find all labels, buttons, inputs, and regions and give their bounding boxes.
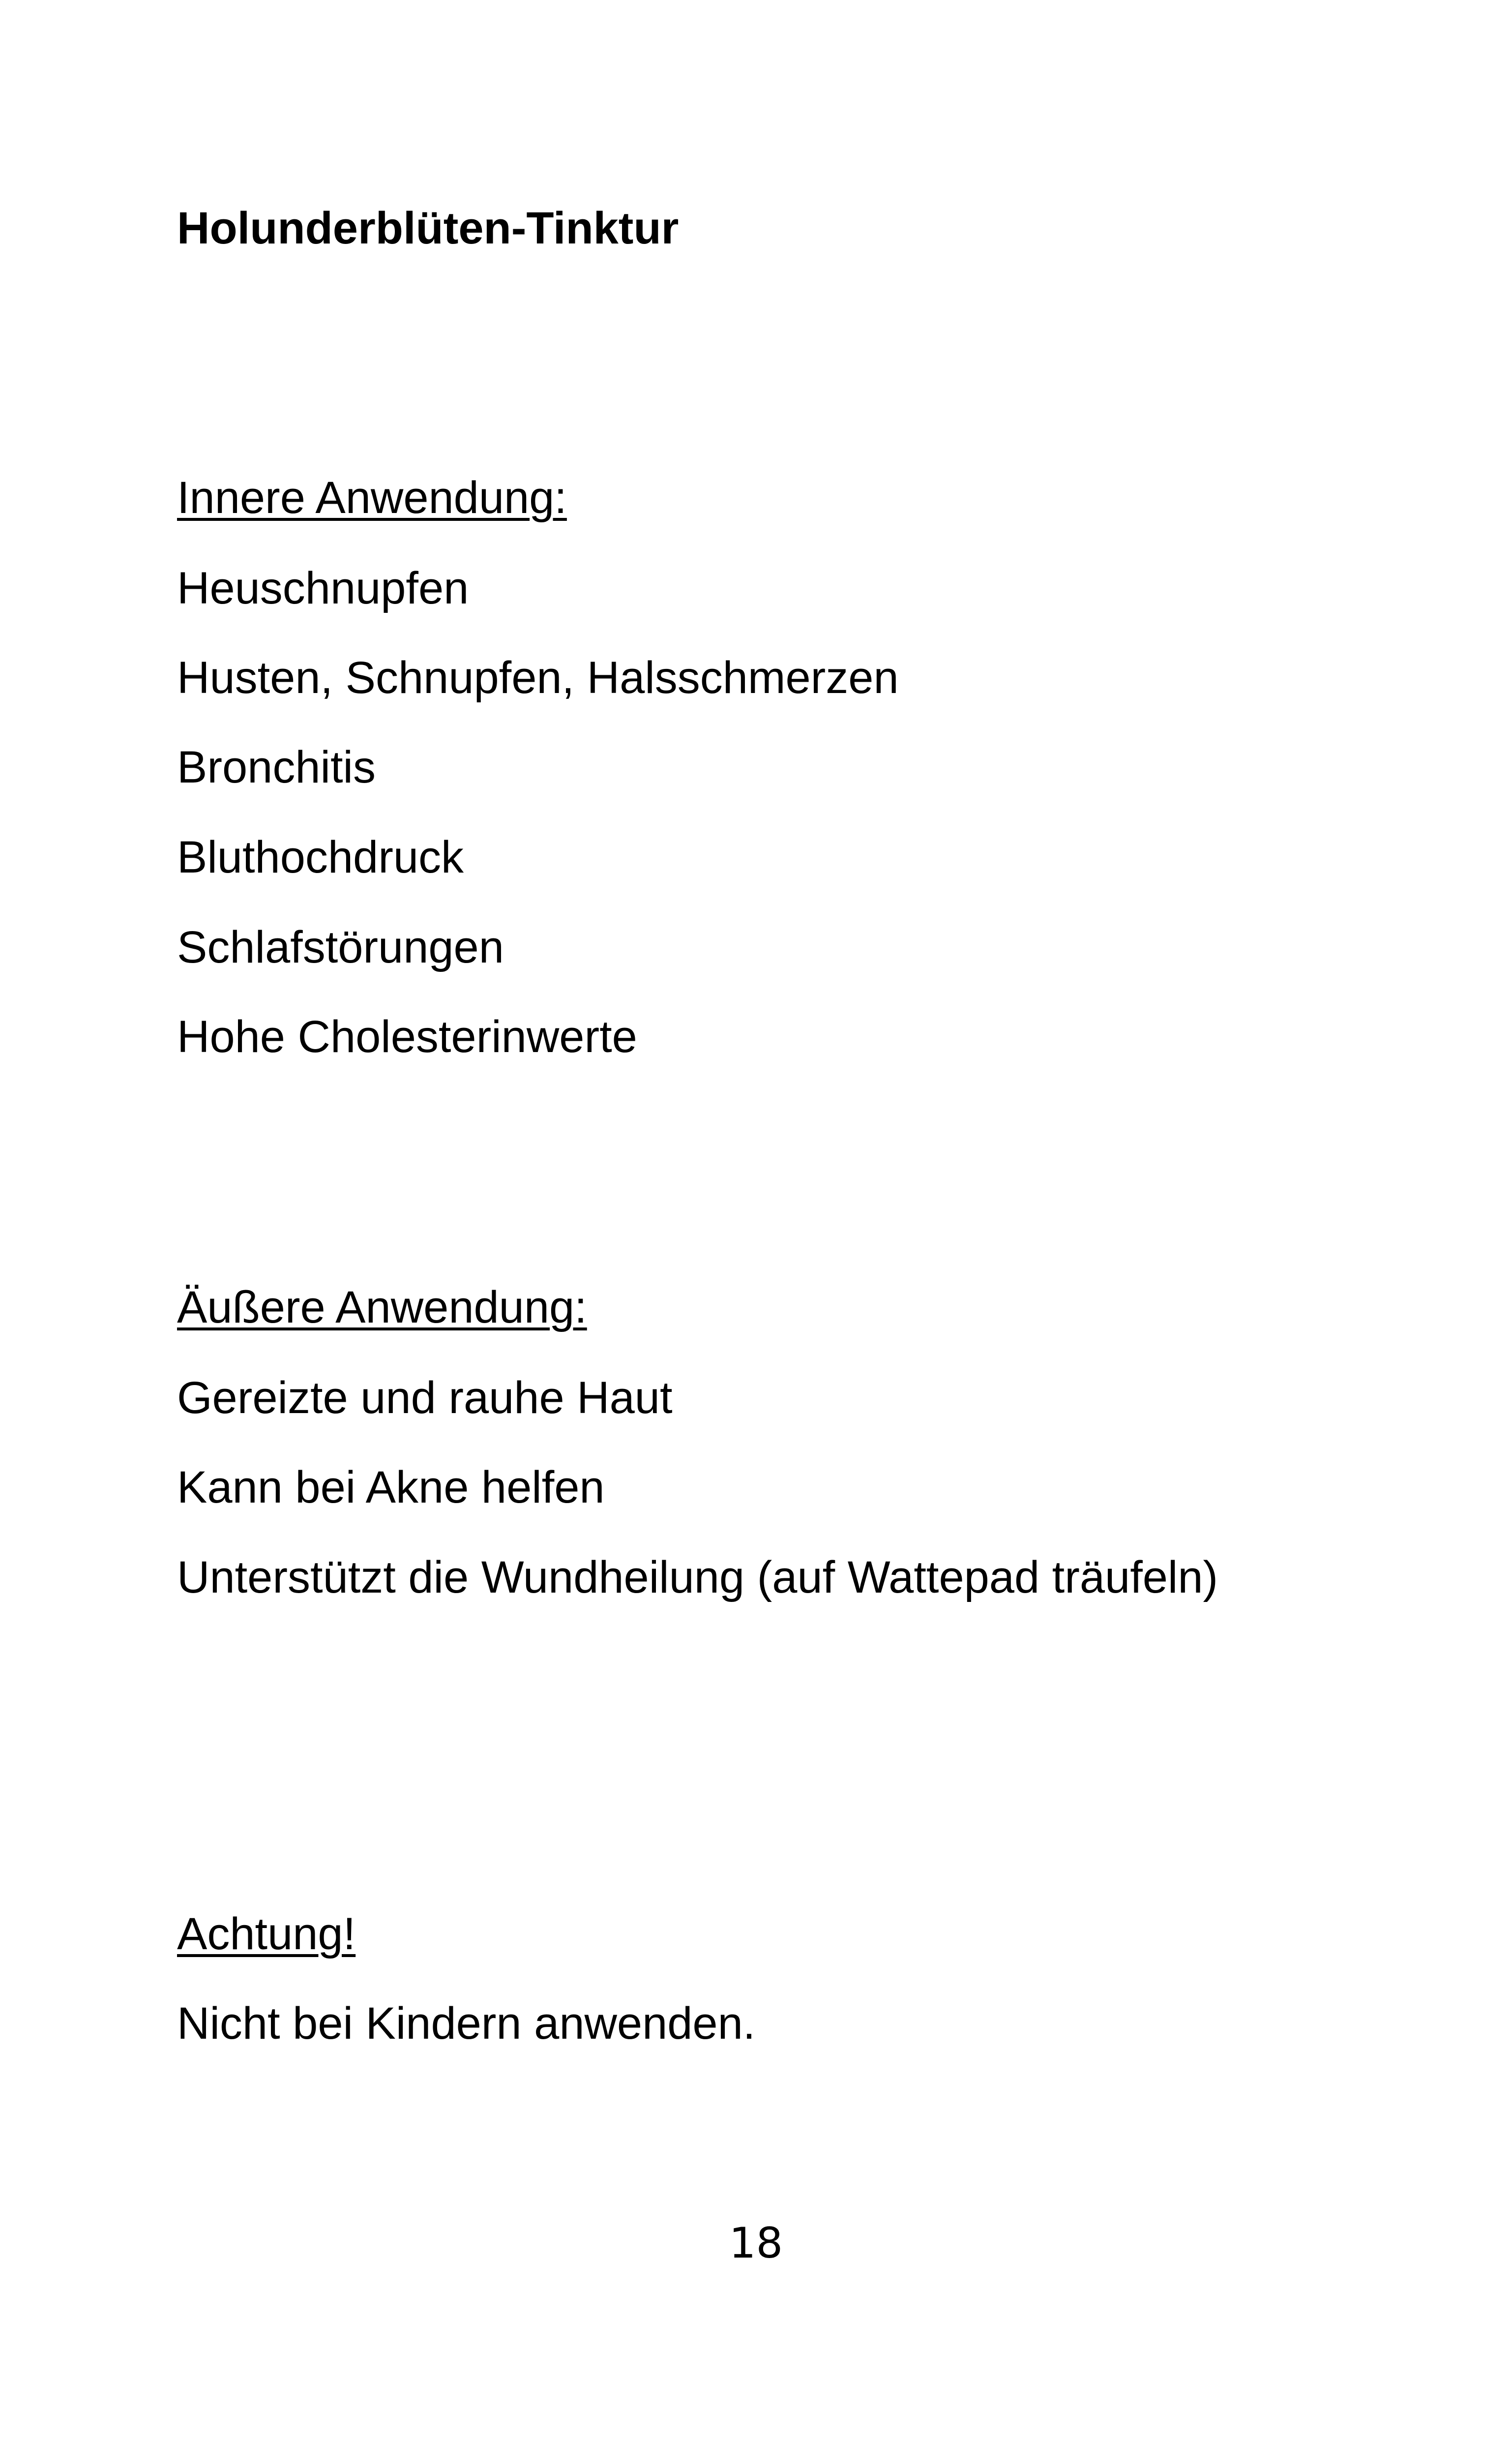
external-use-heading: Äußere Anwendung: [177, 1282, 587, 1332]
warning-heading: Achtung! [177, 1909, 356, 1959]
document-title: Holunderblüten-Tinktur [177, 203, 679, 253]
internal-use-heading: Innere Anwendung: [177, 473, 567, 523]
page-number: 18 [729, 2219, 783, 2268]
warning-text: Nicht bei Kindern anwenden. [177, 1998, 756, 2049]
internal-use-item: Hohe Cholesterinwerte [177, 1012, 637, 1062]
internal-use-item: Bluthochdruck [177, 832, 464, 882]
external-use-item: Kann bei Akne helfen [177, 1462, 605, 1512]
internal-use-item: Husten, Schnupfen, Halsschmerzen [177, 653, 899, 703]
internal-use-item: Heuschnupfen [177, 563, 469, 613]
internal-use-item: Schlafstörungen [177, 922, 504, 972]
external-use-item: Unterstützt die Wundheilung (auf Wattepad träufeln) [177, 1552, 1218, 1602]
internal-use-item: Bronchitis [177, 742, 376, 792]
external-use-item: Gereizte und rauhe Haut [177, 1373, 673, 1423]
